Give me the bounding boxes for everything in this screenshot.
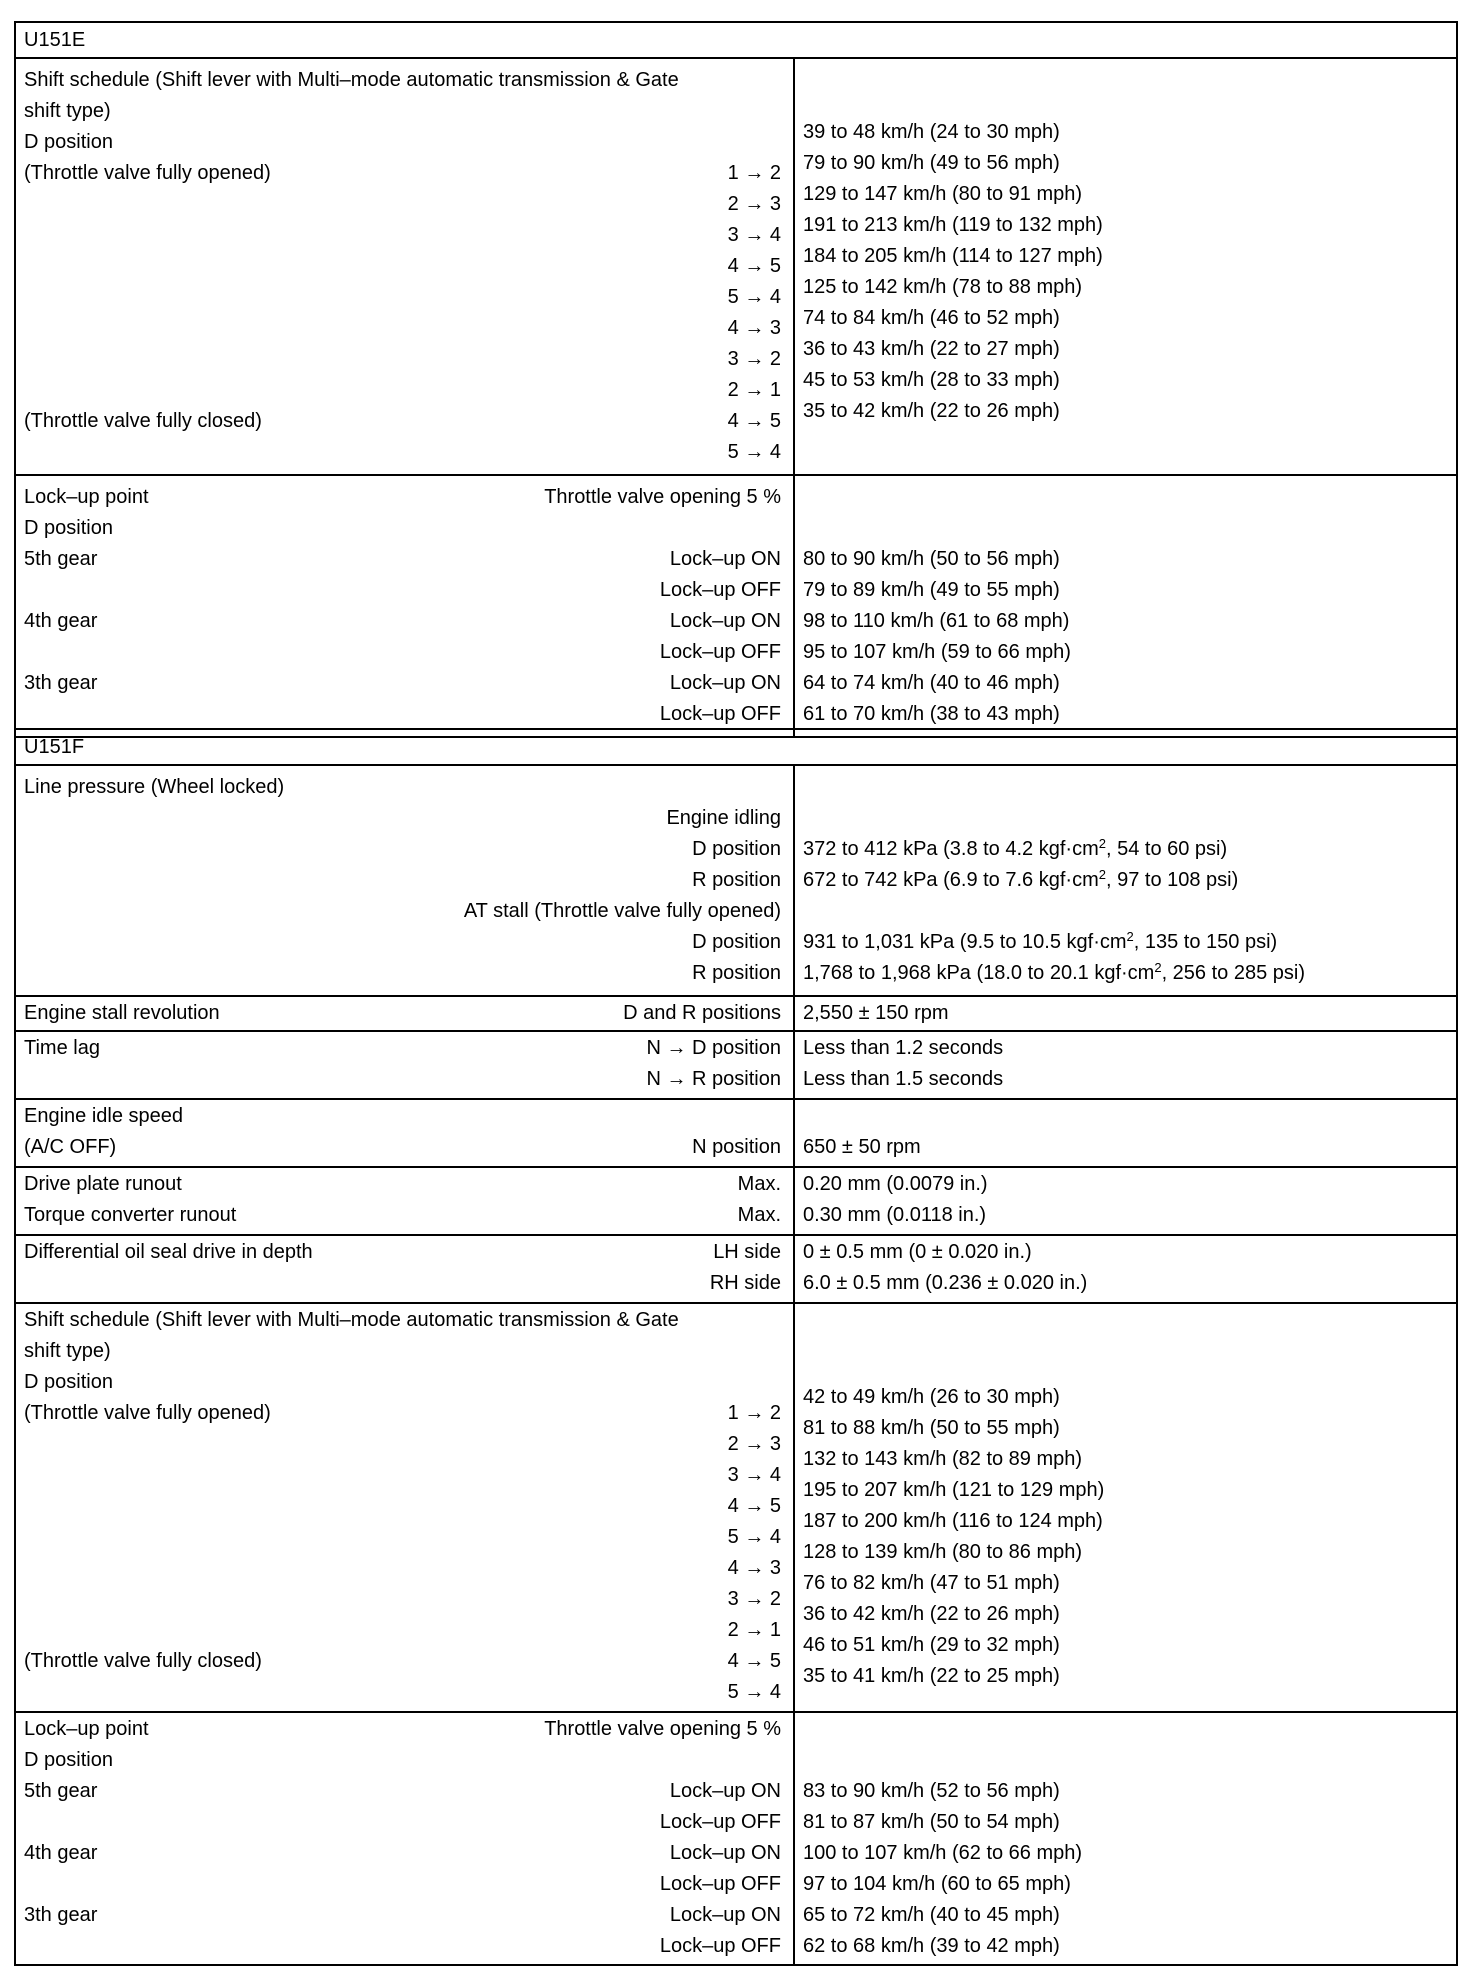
condition-line: D position xyxy=(24,1749,113,1771)
condition-line: (Throttle valve fully opened) 1 → 2 xyxy=(24,1402,781,1424)
spec-label: Engine stall revolution xyxy=(24,1002,220,1024)
spec-value: 81 to 87 km/h (50 to 54 mph) xyxy=(803,1811,1060,1833)
spec-condition: RH side xyxy=(709,1272,781,1294)
shift-schedule-conditions xyxy=(16,59,795,474)
shift-schedule-conditions xyxy=(16,1304,795,1711)
spec-value: 64 to 74 km/h (40 to 46 mph) xyxy=(803,672,1060,694)
condition-line: 3 → 2 xyxy=(727,348,781,370)
spec-value: 35 to 42 km/h (22 to 26 mph) xyxy=(803,400,1060,422)
spec-label: Time lag xyxy=(24,1037,100,1059)
condition-line: shift type) xyxy=(24,1340,111,1362)
condition-line: Lock–up point Throttle valve opening 5 % xyxy=(24,1718,781,1740)
time-lag-row xyxy=(16,1032,1456,1100)
oil-seal-row xyxy=(16,1236,1456,1304)
spec-value: 2,550 ± 150 rpm xyxy=(803,1002,949,1024)
spec-label: Drive plate runout xyxy=(24,1173,182,1195)
condition-line: R position xyxy=(692,962,781,984)
spec-value: 0.30 mm (0.0118 in.) xyxy=(803,1204,987,1226)
condition-line: 3 → 4 xyxy=(727,1464,781,1486)
condition-line: 4 → 3 xyxy=(727,317,781,339)
spec-value: 184 to 205 km/h (114 to 127 mph) xyxy=(803,245,1103,267)
condition-line: 3 → 4 xyxy=(727,224,781,246)
spec-condition: N → R position xyxy=(646,1068,781,1090)
condition-line: 4th gear Lock–up ON xyxy=(24,610,781,632)
spec-value: 79 to 90 km/h (49 to 56 mph) xyxy=(803,152,1060,174)
spec-value: 129 to 147 km/h (80 to 91 mph) xyxy=(803,183,1083,205)
spec-value: 97 to 104 km/h (60 to 65 mph) xyxy=(803,1873,1071,1895)
lockup-point-row xyxy=(16,1713,1456,1964)
lockup-values xyxy=(795,1713,1456,1964)
condition-line: D position xyxy=(24,1371,113,1393)
runout-row xyxy=(16,1168,1456,1236)
spec-value: 79 to 89 km/h (49 to 55 mph) xyxy=(803,579,1060,601)
spec-value: 36 to 43 km/h (22 to 27 mph) xyxy=(803,338,1060,360)
u151e-spec-table xyxy=(14,21,1458,738)
condition-line: Shift schedule (Shift lever with Multi–mode automatic transmission & Gate xyxy=(24,69,679,91)
condition-line: Lock–up OFF xyxy=(659,1811,781,1833)
condition-line: 5 → 4 xyxy=(727,286,781,308)
condition-line: 5 → 4 xyxy=(727,1681,781,1703)
shift-schedule-row xyxy=(16,59,1456,476)
spec-condition: Max. xyxy=(737,1173,781,1195)
condition-line: D position xyxy=(24,517,113,539)
condition-line: AT stall (Throttle valve fully opened) xyxy=(463,900,781,922)
condition-line: 2 → 1 xyxy=(727,379,781,401)
spec-value: 95 to 107 km/h (59 to 66 mph) xyxy=(803,641,1071,663)
spec-value: 128 to 139 km/h (80 to 86 mph) xyxy=(803,1541,1083,1563)
condition-line: 2 → 3 xyxy=(727,1433,781,1455)
spec-value: 83 to 90 km/h (52 to 56 mph) xyxy=(803,1780,1060,1802)
spec-value: 6.0 ± 0.5 mm (0.236 ± 0.020 in.) xyxy=(803,1272,1088,1294)
spec-value: 0.20 mm (0.0079 in.) xyxy=(803,1173,988,1195)
condition-line: R position xyxy=(692,869,781,891)
spec-value: 61 to 70 km/h (38 to 43 mph) xyxy=(803,703,1060,725)
condition-line: 2 → 3 xyxy=(727,193,781,215)
engine-stall-row xyxy=(16,997,1456,1032)
spec-label: Differential oil seal drive in depth xyxy=(24,1241,313,1263)
spec-value: 46 to 51 km/h (29 to 32 mph) xyxy=(803,1634,1060,1656)
line-pressure-values xyxy=(795,766,1456,995)
condition-line: 2 → 1 xyxy=(727,1619,781,1641)
spec-label: (A/C OFF) xyxy=(24,1136,117,1158)
spec-value: 191 to 213 km/h (119 to 132 mph) xyxy=(803,214,1103,236)
spec-value: 74 to 84 km/h (46 to 52 mph) xyxy=(803,307,1060,329)
condition-line: Line pressure (Wheel locked) xyxy=(24,776,285,798)
spec-value: 81 to 88 km/h (50 to 55 mph) xyxy=(803,1417,1060,1439)
condition-line: Engine idling xyxy=(666,807,781,829)
spec-value: 45 to 53 km/h (28 to 33 mph) xyxy=(803,369,1060,391)
condition-line: 4 → 3 xyxy=(727,1557,781,1579)
spec-label: Engine idle speed xyxy=(24,1105,184,1127)
spec-condition: N → D position xyxy=(646,1037,781,1059)
condition-line: Lock–up point Throttle valve opening 5 % xyxy=(24,486,781,508)
spec-value: 195 to 207 km/h (121 to 129 mph) xyxy=(803,1479,1105,1501)
spec-value: 132 to 143 km/h (82 to 89 mph) xyxy=(803,1448,1083,1470)
condition-line: 5th gear Lock–up ON xyxy=(24,1780,781,1802)
spec-value: 36 to 42 km/h (22 to 26 mph) xyxy=(803,1603,1060,1625)
condition-line: (Throttle valve fully closed) 4 → 5 xyxy=(24,410,781,432)
spec-value: 1,768 to 1,968 kPa (18.0 to 20.1 $kgf\cdot cm^2$, 256 to 285 psi) xyxy=(803,960,1305,984)
spec-value: Less than 1.5 seconds xyxy=(803,1068,1004,1090)
engine-idle-row xyxy=(16,1100,1456,1168)
condition-line: Lock–up OFF xyxy=(659,1935,781,1957)
condition-line: 3 → 2 xyxy=(727,1588,781,1610)
condition-line: D position xyxy=(692,838,781,860)
line-pressure-conditions xyxy=(16,766,795,995)
condition-line: Lock–up OFF xyxy=(659,1873,781,1895)
condition-line: 3th gear Lock–up ON xyxy=(24,1904,781,1926)
condition-line: 5th gear Lock–up ON xyxy=(24,548,781,570)
spec-label: Torque converter runout xyxy=(24,1204,237,1226)
lockup-conditions xyxy=(16,1713,795,1964)
spec-value: 80 to 90 km/h (50 to 56 mph) xyxy=(803,548,1060,570)
spec-value: 372 to 412 kPa (3.8 to 4.2 $kgf\cdot cm^2$, 54 to 60 psi) xyxy=(803,836,1228,860)
table-title: U151E xyxy=(16,23,1456,59)
condition-line: 3th gear Lock–up ON xyxy=(24,672,781,694)
spec-value: 650 ± 50 rpm xyxy=(803,1136,921,1158)
condition-line: (Throttle valve fully closed) 4 → 5 xyxy=(24,1650,781,1672)
u151f-spec-table xyxy=(14,728,1458,1966)
condition-line: 4th gear Lock–up ON xyxy=(24,1842,781,1864)
shift-schedule-values xyxy=(795,59,1456,474)
condition-line: Lock–up OFF xyxy=(659,641,781,663)
spec-value: 62 to 68 km/h (39 to 42 mph) xyxy=(803,1935,1060,1957)
condition-line: 4 → 5 xyxy=(727,1495,781,1517)
spec-value: 65 to 72 km/h (40 to 45 mph) xyxy=(803,1904,1060,1926)
spec-value: 39 to 48 km/h (24 to 30 mph) xyxy=(803,121,1060,143)
spec-condition: N position xyxy=(692,1136,781,1158)
condition-line: 4 → 5 xyxy=(727,255,781,277)
spec-value: Less than 1.2 seconds xyxy=(803,1037,1004,1059)
spec-condition: LH side xyxy=(713,1241,781,1263)
condition-line: 5 → 4 xyxy=(727,441,781,463)
condition-line: Lock–up OFF xyxy=(659,579,781,601)
spec-value: 100 to 107 km/h (62 to 66 mph) xyxy=(803,1842,1083,1864)
spec-value: 98 to 110 km/h (61 to 68 mph) xyxy=(803,610,1070,632)
condition-line: 5 → 4 xyxy=(727,1526,781,1548)
shift-schedule-row xyxy=(16,1304,1456,1713)
table-title: U151F xyxy=(16,730,1456,766)
line-pressure-row xyxy=(16,766,1456,997)
spec-value: 125 to 142 km/h (78 to 88 mph) xyxy=(803,276,1083,298)
condition-line: shift type) xyxy=(24,100,111,122)
spec-value: 187 to 200 km/h (116 to 124 mph) xyxy=(803,1510,1103,1532)
spec-value: 931 to 1,031 kPa (9.5 to 10.5 $kgf\cdot cm^2$, 135 to 150 psi) xyxy=(803,929,1278,953)
spec-value: 35 to 41 km/h (22 to 25 mph) xyxy=(803,1665,1060,1687)
lockup-values xyxy=(795,476,1456,736)
condition-line: Shift schedule (Shift lever with Multi–mode automatic transmission & Gate xyxy=(24,1309,679,1331)
spec-value: 76 to 82 km/h (47 to 51 mph) xyxy=(803,1572,1060,1594)
lockup-conditions xyxy=(16,476,795,736)
spec-value: 672 to 742 kPa (6.9 to 7.6 $kgf\cdot cm^2$, 97 to 108 psi) xyxy=(803,867,1239,891)
condition-line: Lock–up OFF xyxy=(659,703,781,725)
condition-line: D position xyxy=(692,931,781,953)
spec-value: 42 to 49 km/h (26 to 30 mph) xyxy=(803,1386,1060,1408)
spec-condition: D and R positions xyxy=(623,1002,781,1024)
shift-schedule-values xyxy=(795,1304,1456,1711)
condition-line: D position xyxy=(24,131,113,153)
lockup-point-row xyxy=(16,476,1456,736)
condition-line: (Throttle valve fully opened) 1 → 2 xyxy=(24,162,781,184)
spec-condition: Max. xyxy=(737,1204,781,1226)
spec-value: 0 ± 0.5 mm (0 ± 0.020 in.) xyxy=(803,1241,1032,1263)
